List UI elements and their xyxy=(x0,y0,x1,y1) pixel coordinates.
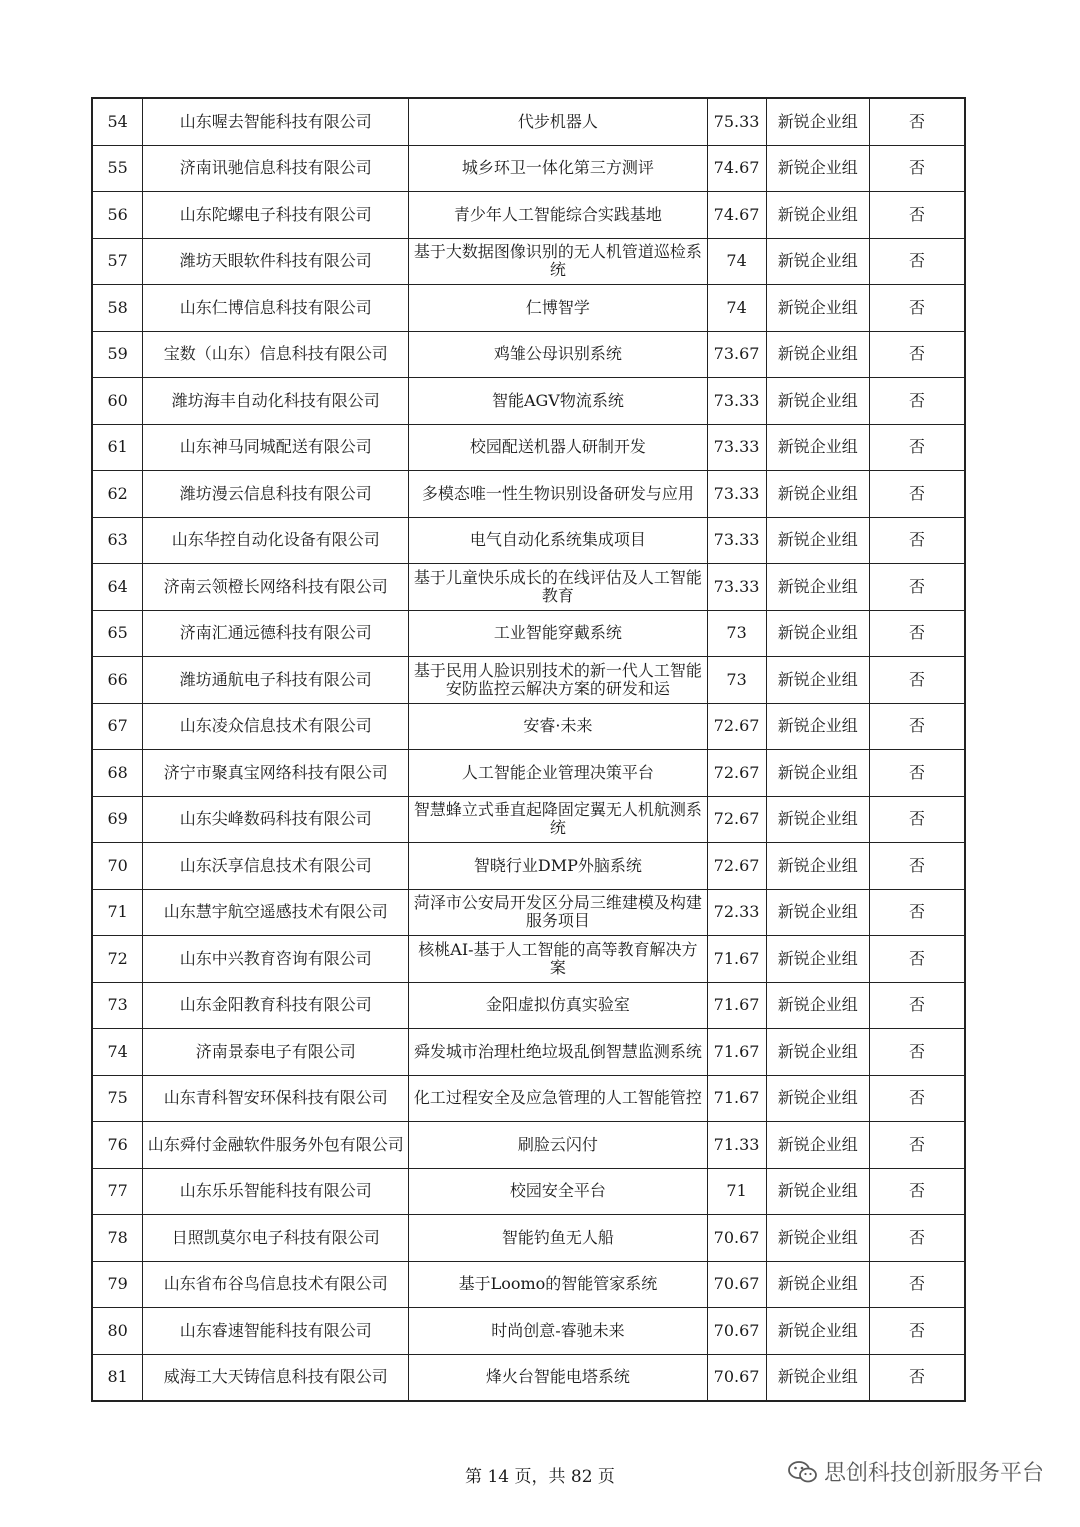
row-number-cell: 55 xyxy=(92,145,143,192)
project-name-cell: 化工过程安全及应急管理的人工智能管控 xyxy=(409,1075,707,1122)
company-name-cell: 山东喔去智能科技有限公司 xyxy=(143,98,409,145)
company-name-cell: 山东华控自动化设备有限公司 xyxy=(143,517,409,564)
company-name-cell: 山东睿速智能科技有限公司 xyxy=(143,1308,409,1355)
row-number-cell: 60 xyxy=(92,378,143,425)
company-name-cell: 济南云领橙长网络科技有限公司 xyxy=(143,564,409,611)
group-cell: 新锐企业组 xyxy=(766,331,870,378)
watermark xyxy=(788,1456,1044,1487)
group-cell: 新锐企业组 xyxy=(766,750,870,797)
row-number-cell: 72 xyxy=(92,936,143,983)
score-cell: 74 xyxy=(707,285,766,332)
results-table xyxy=(91,97,966,1402)
company-name-cell: 潍坊漫云信息科技有限公司 xyxy=(143,471,409,518)
score-cell: 70.67 xyxy=(707,1261,766,1308)
company-name-cell: 济南景泰电子有限公司 xyxy=(143,1029,409,1076)
table-row xyxy=(92,610,965,657)
group-cell: 新锐企业组 xyxy=(766,657,870,704)
group-cell: 新锐企业组 xyxy=(766,889,870,936)
project-name-cell: 电气自动化系统集成项目 xyxy=(409,517,707,564)
group-cell: 新锐企业组 xyxy=(766,471,870,518)
project-name-cell: 鸡雏公母识别系统 xyxy=(409,331,707,378)
project-name-cell: 人工智能企业管理决策平台 xyxy=(409,750,707,797)
flag-cell: 否 xyxy=(870,145,965,192)
row-number-cell: 81 xyxy=(92,1354,143,1401)
group-cell: 新锐企业组 xyxy=(766,1215,870,1262)
group-cell: 新锐企业组 xyxy=(766,1261,870,1308)
group-cell: 新锐企业组 xyxy=(766,378,870,425)
score-cell: 71.67 xyxy=(707,1029,766,1076)
group-cell: 新锐企业组 xyxy=(766,936,870,983)
score-cell: 70.67 xyxy=(707,1354,766,1401)
company-name-cell: 济宁市聚真宝网络科技有限公司 xyxy=(143,750,409,797)
project-name-cell: 代步机器人 xyxy=(409,98,707,145)
project-name-cell: 刷脸云闪付 xyxy=(409,1122,707,1169)
flag-cell: 否 xyxy=(870,331,965,378)
company-name-cell: 山东仁博信息科技有限公司 xyxy=(143,285,409,332)
company-name-cell: 山东慧宇航空遥感技术有限公司 xyxy=(143,889,409,936)
project-name-cell: 金阳虚拟仿真实验室 xyxy=(409,982,707,1029)
flag-cell: 否 xyxy=(870,936,965,983)
table-row xyxy=(92,1354,965,1401)
group-cell: 新锐企业组 xyxy=(766,1029,870,1076)
project-name-cell: 城乡环卫一体化第三方测评 xyxy=(409,145,707,192)
score-cell: 72.67 xyxy=(707,843,766,890)
table-row xyxy=(92,378,965,425)
project-name-cell: 校园安全平台 xyxy=(409,1168,707,1215)
flag-cell: 否 xyxy=(870,378,965,425)
project-name-cell: 菏泽市公安局开发区分局三维建模及构建服务项目 xyxy=(409,889,707,936)
row-number-cell: 62 xyxy=(92,471,143,518)
score-cell: 70.67 xyxy=(707,1215,766,1262)
row-number-cell: 80 xyxy=(92,1308,143,1355)
company-name-cell: 山东凌众信息技术有限公司 xyxy=(143,703,409,750)
table-row xyxy=(92,982,965,1029)
table-row xyxy=(92,98,965,145)
flag-cell: 否 xyxy=(870,98,965,145)
flag-cell: 否 xyxy=(870,1261,965,1308)
project-name-cell: 舜发城市治理杜绝垃圾乱倒智慧监测系统 xyxy=(409,1029,707,1076)
table-row xyxy=(92,424,965,471)
table-row xyxy=(92,703,965,750)
group-cell: 新锐企业组 xyxy=(766,145,870,192)
table-row xyxy=(92,471,965,518)
score-cell: 73 xyxy=(707,657,766,704)
flag-cell: 否 xyxy=(870,610,965,657)
score-cell: 73.33 xyxy=(707,471,766,518)
company-name-cell: 威海工大天铸信息科技有限公司 xyxy=(143,1354,409,1401)
flag-cell: 否 xyxy=(870,889,965,936)
table-row xyxy=(92,657,965,704)
company-name-cell: 山东陀螺电子科技有限公司 xyxy=(143,192,409,239)
company-name-cell: 宝数（山东）信息科技有限公司 xyxy=(143,331,409,378)
flag-cell: 否 xyxy=(870,1168,965,1215)
score-cell: 73.33 xyxy=(707,424,766,471)
row-number-cell: 58 xyxy=(92,285,143,332)
row-number-cell: 71 xyxy=(92,889,143,936)
flag-cell: 否 xyxy=(870,285,965,332)
group-cell: 新锐企业组 xyxy=(766,1308,870,1355)
group-cell: 新锐企业组 xyxy=(766,238,870,285)
group-cell: 新锐企业组 xyxy=(766,1122,870,1169)
flag-cell: 否 xyxy=(870,1122,965,1169)
row-number-cell: 68 xyxy=(92,750,143,797)
score-cell: 73.33 xyxy=(707,564,766,611)
group-cell: 新锐企业组 xyxy=(766,796,870,843)
company-name-cell: 日照凯莫尔电子科技有限公司 xyxy=(143,1215,409,1262)
row-number-cell: 73 xyxy=(92,982,143,1029)
flag-cell: 否 xyxy=(870,1215,965,1262)
flag-cell: 否 xyxy=(870,1354,965,1401)
group-cell: 新锐企业组 xyxy=(766,564,870,611)
score-cell: 74.67 xyxy=(707,145,766,192)
row-number-cell: 57 xyxy=(92,238,143,285)
table-row xyxy=(92,1122,965,1169)
company-name-cell: 济南讯驰信息科技有限公司 xyxy=(143,145,409,192)
score-cell: 71.67 xyxy=(707,1075,766,1122)
score-cell: 71 xyxy=(707,1168,766,1215)
table-row xyxy=(92,1261,965,1308)
company-name-cell: 山东沃享信息技术有限公司 xyxy=(143,843,409,890)
project-name-cell: 烽火台智能电塔系统 xyxy=(409,1354,707,1401)
score-cell: 71.33 xyxy=(707,1122,766,1169)
project-name-cell: 多模态唯一性生物识别设备研发与应用 xyxy=(409,471,707,518)
project-name-cell: 时尚创意-睿驰未来 xyxy=(409,1308,707,1355)
group-cell: 新锐企业组 xyxy=(766,1168,870,1215)
flag-cell: 否 xyxy=(870,703,965,750)
flag-cell: 否 xyxy=(870,471,965,518)
page-number: 第 14 页，共 82 页 xyxy=(465,1467,615,1487)
row-number-cell: 65 xyxy=(92,610,143,657)
wechat-icon xyxy=(788,1460,818,1484)
score-cell: 74.67 xyxy=(707,192,766,239)
group-cell: 新锐企业组 xyxy=(766,1354,870,1401)
group-cell: 新锐企业组 xyxy=(766,517,870,564)
score-cell: 71.67 xyxy=(707,982,766,1029)
score-cell: 73.67 xyxy=(707,331,766,378)
table-row xyxy=(92,750,965,797)
score-cell: 72.33 xyxy=(707,889,766,936)
table-row xyxy=(92,936,965,983)
row-number-cell: 69 xyxy=(92,796,143,843)
flag-cell: 否 xyxy=(870,564,965,611)
score-cell: 70.67 xyxy=(707,1308,766,1355)
flag-cell: 否 xyxy=(870,843,965,890)
project-name-cell: 校园配送机器人研制开发 xyxy=(409,424,707,471)
row-number-cell: 64 xyxy=(92,564,143,611)
project-name-cell: 工业智能穿戴系统 xyxy=(409,610,707,657)
flag-cell: 否 xyxy=(870,424,965,471)
table-row xyxy=(92,238,965,285)
row-number-cell: 74 xyxy=(92,1029,143,1076)
row-number-cell: 79 xyxy=(92,1261,143,1308)
row-number-cell: 77 xyxy=(92,1168,143,1215)
group-cell: 新锐企业组 xyxy=(766,982,870,1029)
row-number-cell: 67 xyxy=(92,703,143,750)
table-row xyxy=(92,285,965,332)
group-cell: 新锐企业组 xyxy=(766,285,870,332)
row-number-cell: 56 xyxy=(92,192,143,239)
project-name-cell: 智慧蜂立式垂直起降固定翼无人机航测系统 xyxy=(409,796,707,843)
score-cell: 74 xyxy=(707,238,766,285)
company-name-cell: 山东金阳教育科技有限公司 xyxy=(143,982,409,1029)
company-name-cell: 潍坊海丰自动化科技有限公司 xyxy=(143,378,409,425)
flag-cell: 否 xyxy=(870,1029,965,1076)
project-name-cell: 基于民用人脸识别技术的新一代人工智能安防监控云解决方案的研发和运 xyxy=(409,657,707,704)
group-cell: 新锐企业组 xyxy=(766,610,870,657)
project-name-cell: 智能AGV物流系统 xyxy=(409,378,707,425)
row-number-cell: 78 xyxy=(92,1215,143,1262)
score-cell: 72.67 xyxy=(707,796,766,843)
company-name-cell: 潍坊通航电子科技有限公司 xyxy=(143,657,409,704)
project-name-cell: 基于儿童快乐成长的在线评估及人工智能教育 xyxy=(409,564,707,611)
project-name-cell: 智能钓鱼无人船 xyxy=(409,1215,707,1262)
watermark-text: 思创科技创新服务平台 xyxy=(823,1461,1044,1486)
group-cell: 新锐企业组 xyxy=(766,98,870,145)
project-name-cell: 仁博智学 xyxy=(409,285,707,332)
row-number-cell: 75 xyxy=(92,1075,143,1122)
company-name-cell: 山东省布谷鸟信息技术有限公司 xyxy=(143,1261,409,1308)
group-cell: 新锐企业组 xyxy=(766,1075,870,1122)
score-cell: 71.67 xyxy=(707,936,766,983)
row-number-cell: 54 xyxy=(92,98,143,145)
row-number-cell: 66 xyxy=(92,657,143,704)
flag-cell: 否 xyxy=(870,657,965,704)
table-row xyxy=(92,1168,965,1215)
company-name-cell: 山东神马同城配送有限公司 xyxy=(143,424,409,471)
table-row xyxy=(92,564,965,611)
flag-cell: 否 xyxy=(870,192,965,239)
company-name-cell: 潍坊天眼软件科技有限公司 xyxy=(143,238,409,285)
project-name-cell: 安睿·未来 xyxy=(409,703,707,750)
table-row xyxy=(92,192,965,239)
row-number-cell: 61 xyxy=(92,424,143,471)
company-name-cell: 山东乐乐智能科技有限公司 xyxy=(143,1168,409,1215)
flag-cell: 否 xyxy=(870,1075,965,1122)
flag-cell: 否 xyxy=(870,982,965,1029)
score-cell: 72.67 xyxy=(707,703,766,750)
table-row xyxy=(92,1075,965,1122)
project-name-cell: 基于Loomo的智能管家系统 xyxy=(409,1261,707,1308)
table-row xyxy=(92,796,965,843)
flag-cell: 否 xyxy=(870,1308,965,1355)
results-table-body xyxy=(92,98,965,1401)
project-name-cell: 核桃AI-基于人工智能的高等教育解决方案 xyxy=(409,936,707,983)
row-number-cell: 59 xyxy=(92,331,143,378)
project-name-cell: 基于大数据图像识别的无人机管道巡检系统 xyxy=(409,238,707,285)
score-cell: 75.33 xyxy=(707,98,766,145)
company-name-cell: 山东青科智安环保科技有限公司 xyxy=(143,1075,409,1122)
group-cell: 新锐企业组 xyxy=(766,703,870,750)
flag-cell: 否 xyxy=(870,238,965,285)
company-name-cell: 山东舜付金融软件服务外包有限公司 xyxy=(143,1122,409,1169)
table-row xyxy=(92,1215,965,1262)
table-row xyxy=(92,889,965,936)
flag-cell: 否 xyxy=(870,750,965,797)
row-number-cell: 76 xyxy=(92,1122,143,1169)
table-row xyxy=(92,145,965,192)
company-name-cell: 山东中兴教育咨询有限公司 xyxy=(143,936,409,983)
project-name-cell: 青少年人工智能综合实践基地 xyxy=(409,192,707,239)
table-row xyxy=(92,331,965,378)
row-number-cell: 70 xyxy=(92,843,143,890)
table-row xyxy=(92,843,965,890)
table-row xyxy=(92,517,965,564)
company-name-cell: 济南汇通远德科技有限公司 xyxy=(143,610,409,657)
score-cell: 73.33 xyxy=(707,378,766,425)
table-row xyxy=(92,1308,965,1355)
group-cell: 新锐企业组 xyxy=(766,424,870,471)
company-name-cell: 山东尖峰数码科技有限公司 xyxy=(143,796,409,843)
score-cell: 73.33 xyxy=(707,517,766,564)
project-name-cell: 智晓行业DMP外脑系统 xyxy=(409,843,707,890)
table-row xyxy=(92,1029,965,1076)
flag-cell: 否 xyxy=(870,517,965,564)
row-number-cell: 63 xyxy=(92,517,143,564)
score-cell: 73 xyxy=(707,610,766,657)
score-cell: 72.67 xyxy=(707,750,766,797)
flag-cell: 否 xyxy=(870,796,965,843)
group-cell: 新锐企业组 xyxy=(766,843,870,890)
group-cell: 新锐企业组 xyxy=(766,192,870,239)
